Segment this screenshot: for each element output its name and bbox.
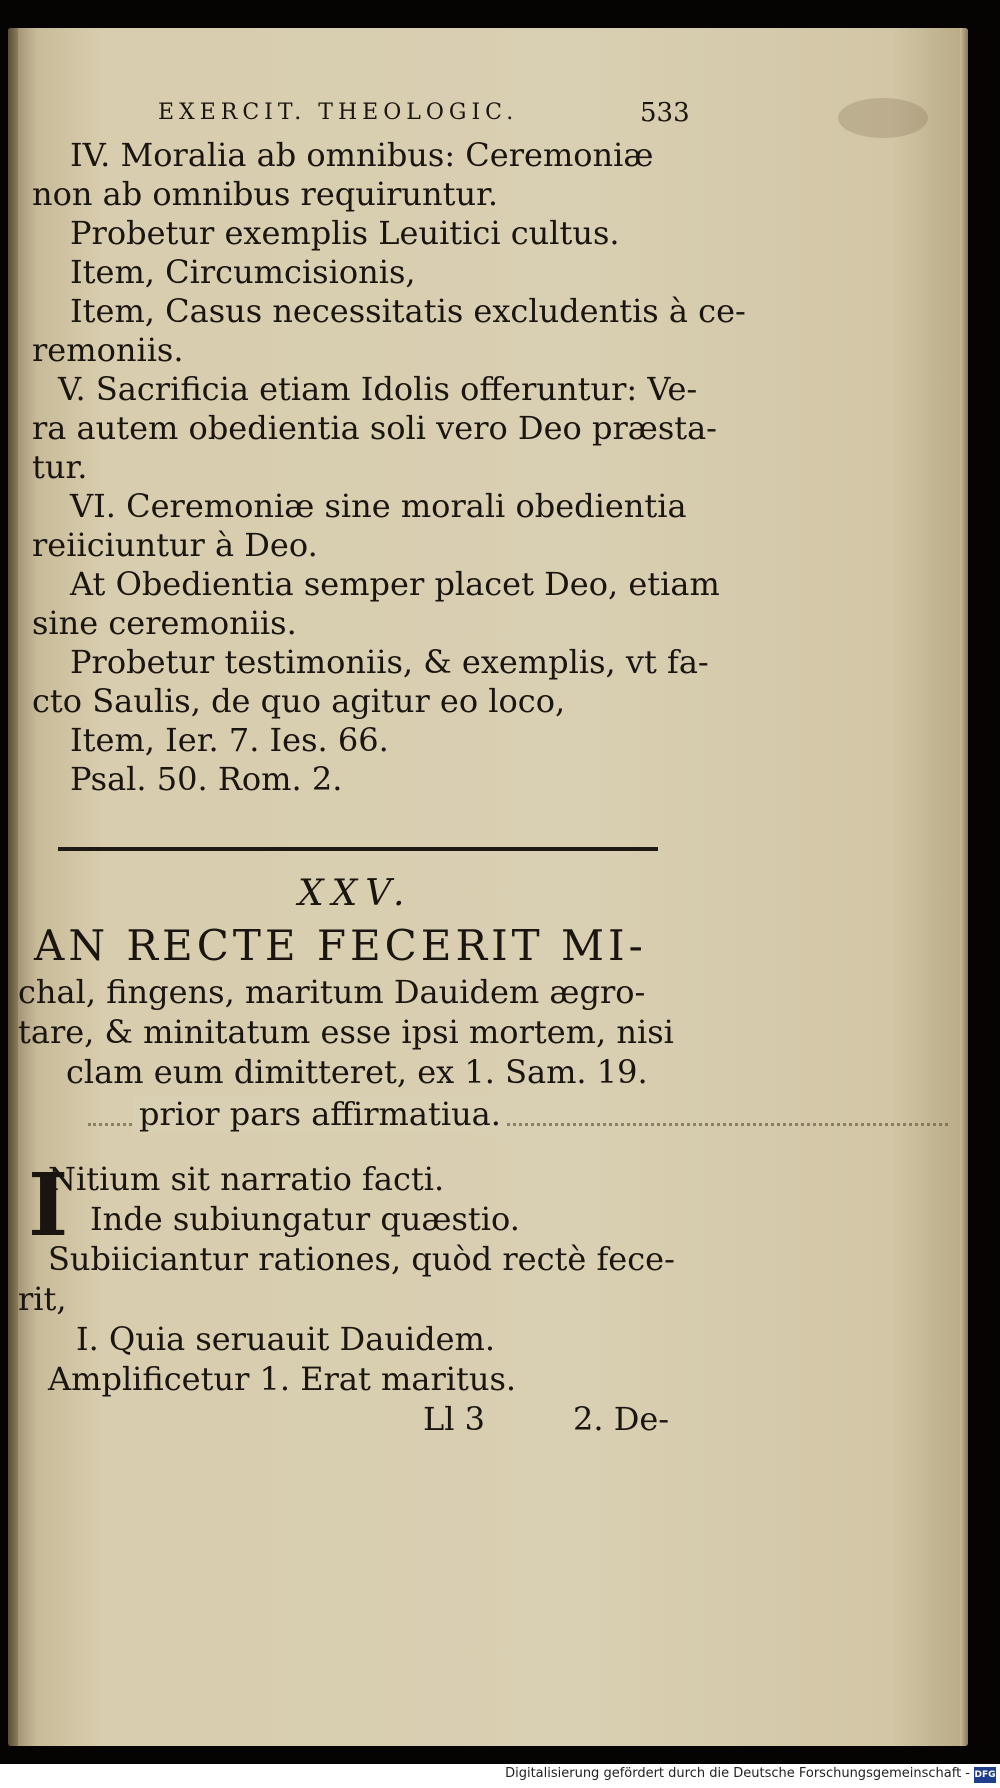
page-number: 533 xyxy=(640,98,690,128)
text-line: Probetur exemplis Leuitici cultus. xyxy=(70,214,620,252)
section-divider xyxy=(58,847,658,851)
text-line: Psal. 50. Rom. 2. xyxy=(70,760,343,798)
dfg-logo: DFG xyxy=(974,1767,996,1783)
body-line: Subiiciantur rationes, quòd rectè fece- xyxy=(48,1240,675,1278)
text-line: IV. Moralia ab omnibus: Ceremoniæ xyxy=(70,136,654,174)
text-line: At Obedientia semper placet Deo, etiam xyxy=(70,565,720,603)
section-subheading-line: prior pars affirmatiua. xyxy=(133,1095,507,1133)
text-line: non ab omnibus requiruntur. xyxy=(32,175,499,213)
drop-cap: I xyxy=(28,1155,69,1256)
text-line: cto Saulis, de quo agitur eo loco, xyxy=(32,682,566,720)
section-heading: AN RECTE FECERIT MI- xyxy=(34,921,647,970)
body-line: I. Quia seruauit Dauidem. xyxy=(76,1320,496,1358)
text-line: reiiciuntur à Deo. xyxy=(32,526,318,564)
text-line: tur. xyxy=(32,448,88,486)
signature-mark: Ll 3 xyxy=(423,1400,486,1438)
text-line: sine ceremoniis. xyxy=(32,604,297,642)
digitization-footer xyxy=(0,1764,1000,1788)
text-line: Probetur testimoniis, & exemplis, vt fa- xyxy=(70,643,709,681)
text-line: VI. Ceremoniæ sine morali obedientia xyxy=(70,487,687,525)
section-number: XXV. xyxy=(298,873,413,914)
text-line: Item, Casus necessitatis excludentis à ce- xyxy=(70,292,746,330)
text-line: remoniis. xyxy=(32,331,184,369)
body-line: Amplificetur 1. Erat maritus. xyxy=(48,1360,517,1398)
running-head: EXERCIT. THEOLOGIC. xyxy=(158,100,519,125)
section-subheading-line: tare, & minitatum esse ipsi mortem, nisi xyxy=(18,1013,674,1051)
text-line: ra autem obedientia soli vero Deo præsta- xyxy=(32,409,717,447)
body-line: Inde subiungatur quæstio. xyxy=(90,1200,520,1238)
footer-credit: Digitalisierung gefördert durch die Deutsche Forschungsgemeinschaft - xyxy=(505,1766,970,1781)
page-stain xyxy=(838,98,928,138)
section-subheading-line: chal, fingens, maritum Dauidem ægro- xyxy=(18,973,646,1011)
section-subheading-line: clam eum dimitteret, ex 1. Sam. 19. xyxy=(66,1053,648,1091)
text-line: V. Sacrificia etiam Idolis offeruntur: Ve- xyxy=(58,370,698,408)
body-line: rit, xyxy=(18,1280,67,1318)
text-line: Item, Circumcisionis, xyxy=(70,253,416,291)
body-line: Nitium sit narratio facti. xyxy=(48,1160,445,1198)
text-line: Item, Ier. 7. Ies. 66. xyxy=(70,721,389,759)
catchword: 2. De- xyxy=(573,1400,670,1438)
book-page xyxy=(8,28,968,1746)
